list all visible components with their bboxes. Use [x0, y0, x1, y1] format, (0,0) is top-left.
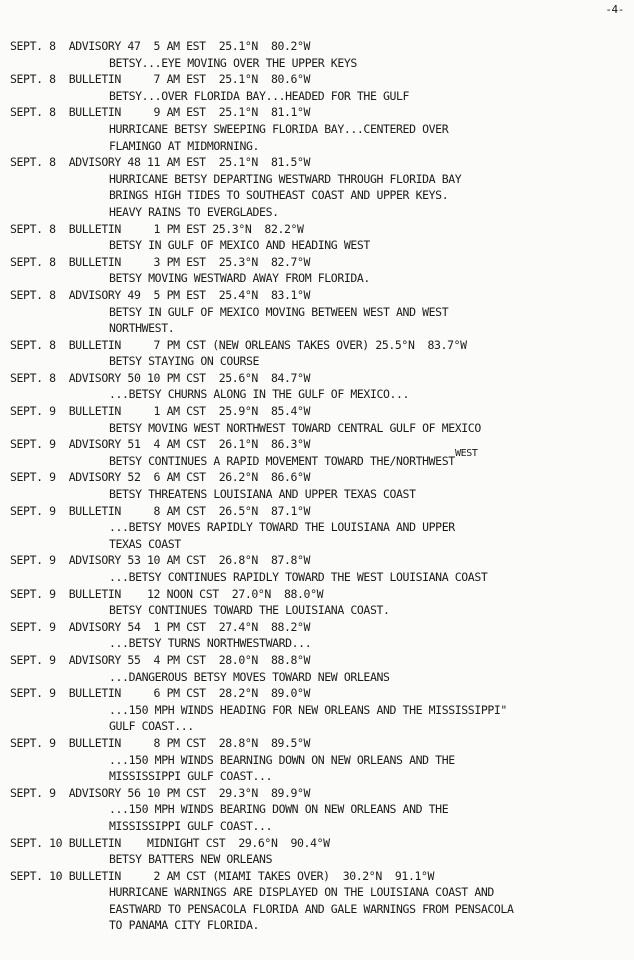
entry-header: SEPT. 8 ADVISORY 49 5 PM EST 25.4°N 83.1°W [10, 287, 311, 302]
entry-text: NORTHWEST. [109, 321, 175, 336]
entry-text: HURRICANE BETSY SWEEPING FLORIDA BAY...CENTERED OVER [109, 121, 449, 136]
entry-header: SEPT. 9 ADVISORY 54 1 PM CST 27.4°N 88.2°W [10, 619, 311, 634]
entry-text: BETSY IN GULF OF MEXICO AND HEADING WEST [109, 238, 370, 253]
entry-header: SEPT. 8 BULLETIN 9 AM EST 25.1°N 81.1°W [10, 105, 311, 120]
entry-text: BETSY MOVING WEST NORTHWEST TOWARD CENTRAL GULF OF MEXICO [109, 420, 481, 435]
entry-header: SEPT. 8 BULLETIN 3 PM EST 25.3°N 82.7°W [10, 254, 311, 269]
entry-text: ...BETSY CHURNS ALONG IN THE GULF OF MEXICO... [109, 387, 410, 402]
entry-header: SEPT. 9 BULLETIN 6 PM CST 28.2°N 89.0°W [10, 686, 311, 701]
log-entry [10, 868, 626, 934]
log-entry [10, 370, 626, 403]
log-entry [10, 287, 626, 337]
log-entry [10, 586, 626, 619]
entry-header: SEPT. 10 BULLETIN MIDNIGHT CST 29.6°N 90.4°W [10, 835, 330, 850]
entry-header: SEPT. 8 ADVISORY 47 5 AM EST 25.1°N 80.2°W [10, 39, 311, 53]
inserted-word-annotation: WEST [455, 448, 478, 459]
entry-header: SEPT. 9 BULLETIN 8 PM CST 28.8°N 89.5°W [10, 735, 311, 750]
log-entry [10, 71, 626, 104]
entry-text: GULF COAST... [109, 719, 194, 734]
entry-text: BETSY IN GULF OF MEXICO MOVING BETWEEN WEST AND WEST [109, 304, 449, 319]
entry-header: SEPT. 9 ADVISORY 56 10 PM CST 29.3°N 89.9°W [10, 785, 311, 800]
entry-header: SEPT. 9 ADVISORY 53 10 AM CST 26.8°N 87.8°W [10, 553, 311, 568]
entry-text: ...BETSY CONTINUES RAPIDLY TOWARD THE WEST LOUISIANA COAST [109, 570, 488, 584]
log-entry [10, 154, 626, 220]
entry-text: ...DANGEROUS BETSY MOVES TOWARD NEW ORLEANS [109, 669, 390, 684]
entry-text: ...BETSY MOVES RAPIDLY TOWARD THE LOUISIANA AND UPPER [109, 520, 455, 535]
log-entry [10, 835, 626, 868]
log-entry [10, 685, 626, 735]
log-entry [10, 221, 626, 254]
entry-text: BETSY CONTINUES A RAPID MOVEMENT TOWARD THE/NORTHWEST [109, 453, 455, 468]
entry-text: HURRICANE WARNINGS ARE DISPLAYED ON THE LOUISIANA COAST AND [109, 885, 494, 900]
advisory-log [10, 38, 626, 934]
entry-text: BETSY THREATENS LOUISIANA AND UPPER TEXAS COAST [109, 487, 416, 502]
log-entry [10, 785, 626, 835]
entry-text: BETSY MOVING WESTWARD AWAY FROM FLORIDA. [109, 271, 370, 286]
entry-text: TEXAS COAST [109, 536, 181, 551]
log-entry [10, 403, 626, 436]
entry-header: SEPT. 9 BULLETIN 12 NOON CST 27.0°N 88.0°W [10, 586, 324, 601]
log-entry [10, 104, 626, 154]
log-entry [10, 735, 626, 785]
entry-header: SEPT. 8 ADVISORY 50 10 PM CST 25.6°N 84.7°W [10, 370, 311, 385]
entry-text: TO PANAMA CITY FLORIDA. [109, 918, 260, 933]
entry-header: SEPT. 8 ADVISORY 48 11 AM EST 25.1°N 81.5°W [10, 155, 311, 170]
entry-text: HURRICANE BETSY DEPARTING WESTWARD THROUGH FLORIDA BAY [109, 171, 462, 186]
entry-header: SEPT. 10 BULLETIN 2 AM CST (MIAMI TAKES OVER) 30.2°N 91.1°W [10, 868, 435, 883]
log-entry [10, 619, 626, 652]
entry-text: ...150 MPH WINDS BEARING DOWN ON NEW ORLEANS AND THE [109, 802, 449, 817]
page-number: -4- [605, 3, 624, 16]
log-entry [10, 337, 626, 370]
entry-header: SEPT. 8 BULLETIN 7 PM CST (NEW ORLEANS TAKES OVER) 25.5°N 83.7°W [10, 337, 467, 352]
entry-header: SEPT. 9 ADVISORY 51 4 AM CST 26.1°N 86.3°W [10, 437, 311, 452]
entry-text: BETSY BATTERS NEW ORLEANS [109, 852, 273, 867]
log-entry [10, 436, 626, 469]
entry-text: EASTWARD TO PENSACOLA FLORIDA AND GALE WARNINGS FROM PENSACOLA [109, 901, 514, 916]
entry-text: MISSISSIPPI GULF COAST... [109, 769, 273, 784]
entry-text: BETSY STAYING ON COURSE [109, 354, 260, 369]
entry-header: SEPT. 8 BULLETIN 1 PM EST 25.3°N 82.2°W [10, 221, 304, 236]
log-entry [10, 652, 626, 685]
log-entry [10, 254, 626, 287]
entry-header: SEPT. 9 ADVISORY 55 4 PM CST 28.0°N 88.8°W [10, 652, 311, 667]
entry-header: SEPT. 9 BULLETIN 8 AM CST 26.5°N 87.1°W [10, 503, 311, 518]
entry-text: MISSISSIPPI GULF COAST... [109, 818, 273, 833]
entry-text: BETSY...EYE MOVING OVER THE UPPER KEYS [109, 55, 357, 70]
entry-text: ...150 MPH WINDS BEARNING DOWN ON NEW ORLEANS AND THE [109, 752, 455, 767]
entry-text: ...150 MPH WINDS HEADING FOR NEW ORLEANS AND THE MISSISSIPPI" [109, 702, 507, 717]
entry-text: FLAMINGO AT MIDMORNING. [109, 138, 260, 153]
log-entry [10, 503, 626, 553]
log-entry [10, 469, 626, 502]
entry-text: BETSY...OVER FLORIDA BAY...HEADED FOR THE GULF [109, 88, 410, 103]
entry-header: SEPT. 8 BULLETIN 7 AM EST 25.1°N 80.6°W [10, 72, 311, 87]
entry-text: HEAVY RAINS TO EVERGLADES. [109, 204, 279, 219]
entry-text: BRINGS HIGH TIDES TO SOUTHEAST COAST AND UPPER KEYS. [109, 188, 449, 203]
entry-header: SEPT. 9 BULLETIN 1 AM CST 25.9°N 85.4°W [10, 404, 311, 419]
log-entry [10, 38, 626, 71]
log-entry [10, 552, 626, 585]
entry-text: ...BETSY TURNS NORTHWESTWARD... [109, 636, 312, 651]
entry-text: BETSY CONTINUES TOWARD THE LOUISIANA COAST. [109, 603, 390, 618]
entry-header: SEPT. 9 ADVISORY 52 6 AM CST 26.2°N 86.6°W [10, 470, 311, 485]
